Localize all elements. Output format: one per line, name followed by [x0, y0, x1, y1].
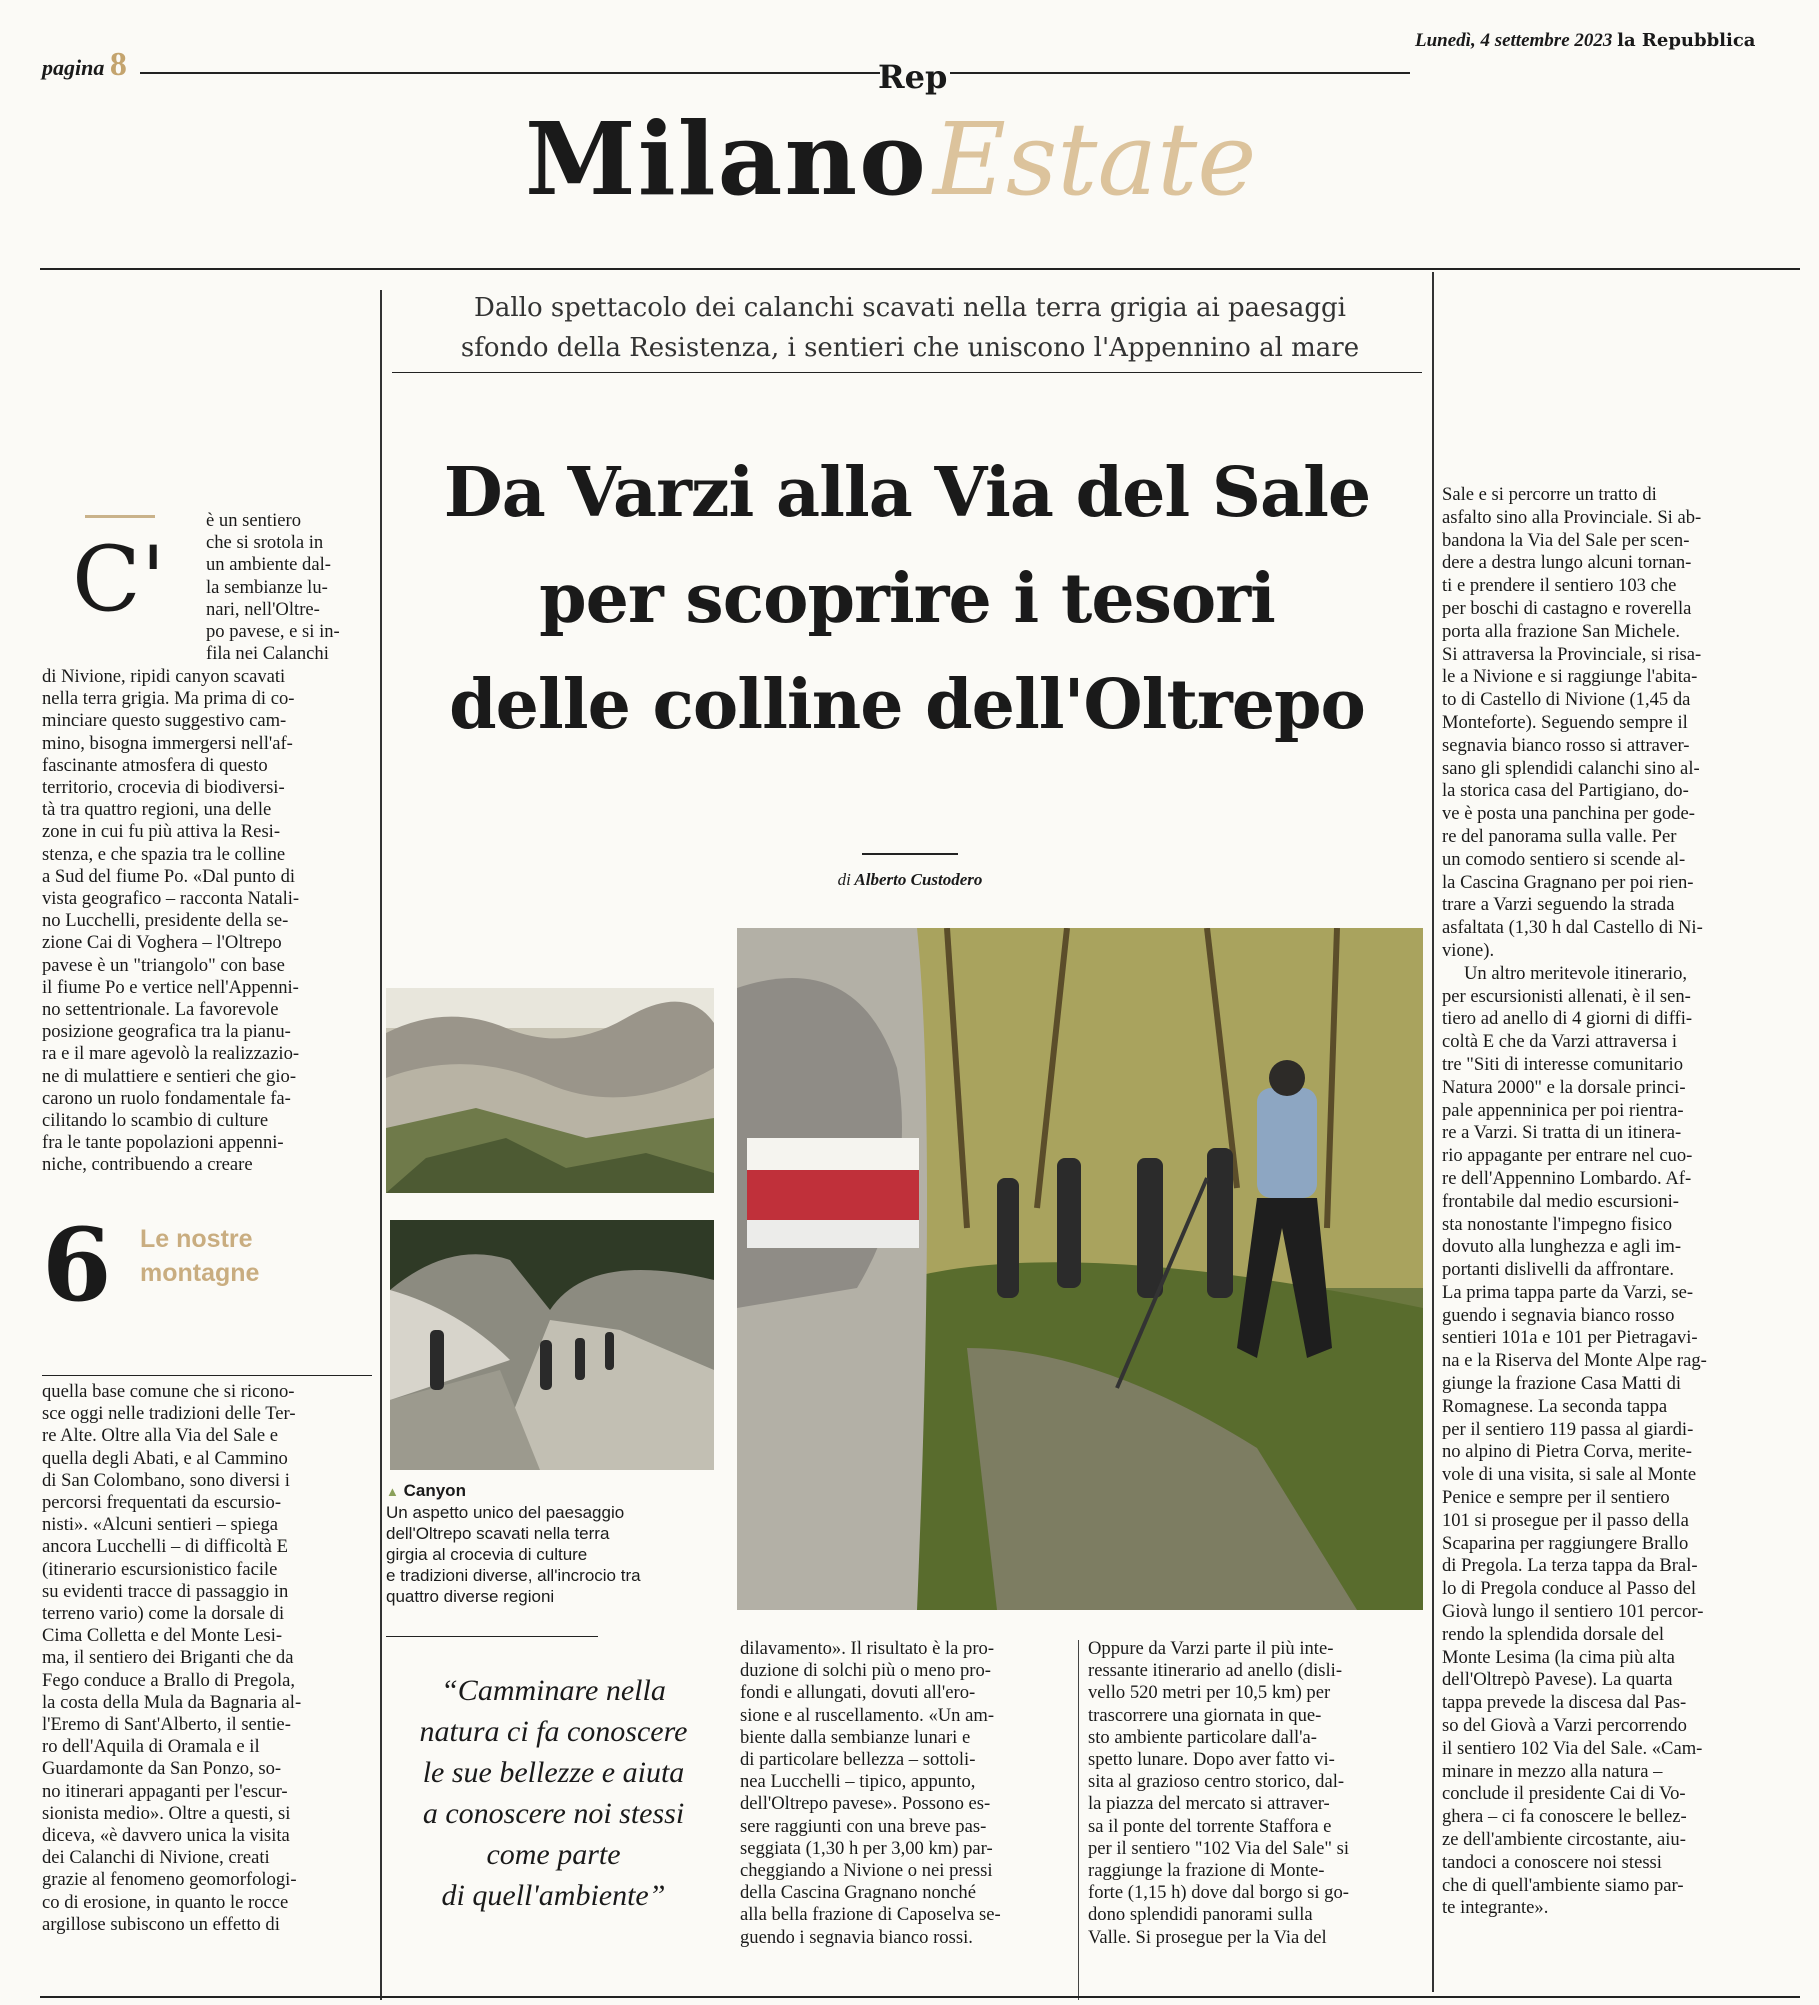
- canyon-landscape-image: [386, 988, 714, 1193]
- date: Lunedì, 4 settembre 2023: [1415, 30, 1613, 51]
- col1-main: di Nivione, ripidi canyon scavati nella terra grigia. Ma prima di co- minciare questo suggestivo cam- mino, bisogna immergersi nell'af- fascinante atmosfera di questo territorio, crocevia di biodiversi- tà tra quattro regioni, una delle zone in cui fu più attiva la Resi- stenza, e che spazia tra le colline a Sud del fiume Po. «Dal punto di vista geografico – racconta Natali- no Lucchelli, presidente della se- zione Cai di Voghera – l'Oltrepo pavese è un "triangolo" con base il fiume Po e vertice nell'Appenni- no settentrionale. La favorevole posizione geografica tra la pianu- ra e il mare agevolò la realizzazio- ne di mulattiere e sentieri che gio- carono un ruolo fondamentale fa- cilitando lo scambio di culture fra le tante popolazioni appenni- niche, contribuendo a creare: [42, 666, 300, 1176]
- photo-caption: ▲ Canyon Un aspetto unico del paesaggio dell'Oltrepo scavati nella terra girgia al crocevia di culture e tradizioni diverse, all'incrocio tra quattro diverse regioni: [386, 1481, 641, 1606]
- date-masthead: [1415, 30, 1755, 52]
- series-number: 6: [42, 1206, 112, 1324]
- series-rule: [42, 1375, 372, 1376]
- headline: Da Varzi alla Via del Sale per scoprire i tesori delle colline dell'Oltrepo: [443, 453, 1371, 745]
- hikers-canyon-image: [390, 1220, 714, 1470]
- section-mark: Rep: [878, 58, 948, 96]
- byline-rule: [862, 853, 958, 855]
- column-rule-3: [1078, 1640, 1079, 2000]
- header-rule-right: [950, 72, 1410, 74]
- caption-triangle-icon: ▲: [386, 1484, 399, 1499]
- pull-quote: “Camminare nella natura ci fa conoscere le sue bellezze e aiuta a conoscere noi stessi come parte di quell'ambiente”: [419, 1674, 688, 1912]
- byline: di Alberto Custodero: [837, 870, 983, 889]
- col4: Oppure da Varzi parte il più inte- ressante itinerario ad anello (disli- vello 520 metri per 10,5 km) per trascorrere una giornata in que- sto ambiente particolare dall'a- spetto lunare. Dopo aver fatto vi- sita al grazioso centro storico, dal- la piazza del mercato si attraver- sa il ponte del torrente Staffora e per il sentiero "102 Via del Sale" si raggiunge la frazione di Monte- forte (1,15 h) dove dal borgo si go- dono splendidi panorami sulla Valle. Si prosegue per la Via del: [1088, 1638, 1350, 1948]
- hikers-forest-trail-image: [737, 928, 1423, 1610]
- caption-rule: [386, 1636, 598, 1637]
- dropcap: C': [72, 527, 166, 632]
- page-label: pagina 8: [42, 46, 127, 83]
- col1-lower: quella base comune che si ricono- sce oggi nelle tradizioni delle Ter- re Alte. Oltre alla Via del Sale e quella degli Abati, e al Cammino di San Colombano, sono diversi i percorsi frequentati da escursio- nisti». «Alcuni sentieri – spiega ancora Lucchelli – di difficoltà E (itinerario escursionistico facile su evidenti tracce di passaggio in terreno vario) come la dorsale di Cima Colletta e del Monte Lesi- ma, il sentiero dei Briganti che da Fego conduce a Brallo di Pregola, la costa della Mula da Bagnaria al- l'Eremo di Sant'Alberto, il sentie- ro dell'Aquila di Oramala e il Guardamonte da San Ponzo, so- no itinerari appaganti per l'escur- sionista medio». Oltre a questi, si diceva, «è davvero unica la visita dei Calanchi di Nivione, creati grazie al fenomeno geomorfologi- co di erosione, in quanto le rocce argillose subiscono un effetto di: [42, 1381, 302, 1935]
- col5: Sale e si percorre un tratto di asfalto sino alla Provinciale. Si ab- bandona la Via del Sale per scen- dere a destra lungo alcuni tornan- ti e prendere il sentiero 103 che per boschi di castagno e roverella porta alla frazione San Michele. Si attraversa la Provinciale, si risa- le a Nivione e si raggiunge l'abita- to di Castello di Nivione (1,45 da Monteforte). Seguendo sempre il segnavia bianco rosso si attraver- sano gli splendidi calanchi sino al- la storica casa del Partigiano, do- ve è posta una panchina per gode- re del panorama sulla valle. Per un comodo sentiero si scende al- la Cascina Gragnano per poi rien- trare a Varzi seguendo la strada asfaltata (1,30 h dal Castello di Ni- vione). Un altro meritevole itinerario, per escursionisti allenati, è il sen- tiero ad anello di 4 giorni di diffi- coltà E che da Varzi attraversa i tre "Siti di interesse comunitario Natura 2000" e la dorsale princi- pale appenninica per poi rientra- re a Varzi. Si tratta di un itinera- rio appagante per entrare nel cuo- re dell'Appennino Lombardo. Af- frontabile dal medio escursioni- sta nonostante l'impegno fisico dovuto alla lunghezza e agli im- portanti dislivelli da affrontare. La prima tappa parte da Varzi, se- guendo i segnavia bianco rosso sentieri 101a e 101 per Pietragavi- na e la Riserva del Monte Alpe rag- giunge la frazione Casa Matti di Romagnese. La seconda tappa per il sentiero 119 passa al giardi- no alpino di Pietra Corva, merite- vole di una visita, si sale al Monte Penice e sempre per il sentiero 101 si prosegue per il passo della Scaparina per raggiungere Brallo di Pregola. La terza tappa da Bral- lo di Pregola conduce al Passo del Giovà lungo il sentiero 101 percor- rendo la splendida dorsale del Monte Lesima (la cima più alta dell'Oltrepò Pavese). La quarta tappa prevede la discesa dal Pas- so del Giovà a Varzi percorrendo il sentiero 102 Via del Sale. «Cam- minare in mezzo alla natura – conclude il presidente Cai di Vo- ghera – ci fa conoscere le bellez- ze dell'ambiente circostante, aiu- tandoci a conoscere noi stessi che di quell'ambiente siamo par- te integrante».: [1442, 484, 1707, 1919]
- dropcap-rule: [85, 515, 155, 518]
- col3: dilavamento». Il risultato è la pro- duzione di solchi più o meno pro- fondi e allungati, dovuti all'ero- sione e al ruscellamento. «Un am- biente dalla sembianze lunari e di particolare bellezza – sottoli- nea Lucchelli – tipico, appunto, dell'Oltrepo pavese». Possono es- sere raggiunti con una breve pas- seggiata (1,30 h per 3,00 km) par- cheggiando a Nivione o nei pressi della Cascina Gragnano nonché alla bella frazione di Caposelva se- guendo i segnavia bianco rossi.: [740, 1638, 1001, 1948]
- series-label: Le nostre montagne: [140, 1225, 260, 1287]
- title-rule: [40, 268, 1800, 270]
- hikers-photo-small: [390, 1220, 714, 1470]
- section-title-main: Milano: [525, 100, 928, 218]
- bottom-rule: [40, 1996, 1800, 1998]
- subhead: Dallo spettacolo dei calanchi scavati nella terra grigia ai paesaggi sfondo della Resistenza, i sentieri che uniscono l'Appennino al mare: [460, 293, 1360, 363]
- section-title-accent: Estate: [932, 101, 1257, 218]
- canyon-photo-top: [386, 988, 714, 1193]
- page-number: 8: [109, 46, 127, 83]
- col1-intro: è un sentiero che si srotola in un ambiente dal- la sembianze lu- nari, nell'Oltre- po pavese, e si in- fila nei Calanchi: [206, 510, 340, 665]
- column-rule-2: [1432, 272, 1434, 1992]
- masthead: la Repubblica: [1617, 30, 1756, 51]
- section-title: [525, 100, 1256, 218]
- caption-title: Canyon: [403, 1481, 466, 1500]
- subhead-rule: [392, 372, 1422, 373]
- column-rule-1: [380, 290, 382, 2000]
- header-rule-left: [140, 72, 880, 74]
- hikers-photo-main: [737, 928, 1423, 1610]
